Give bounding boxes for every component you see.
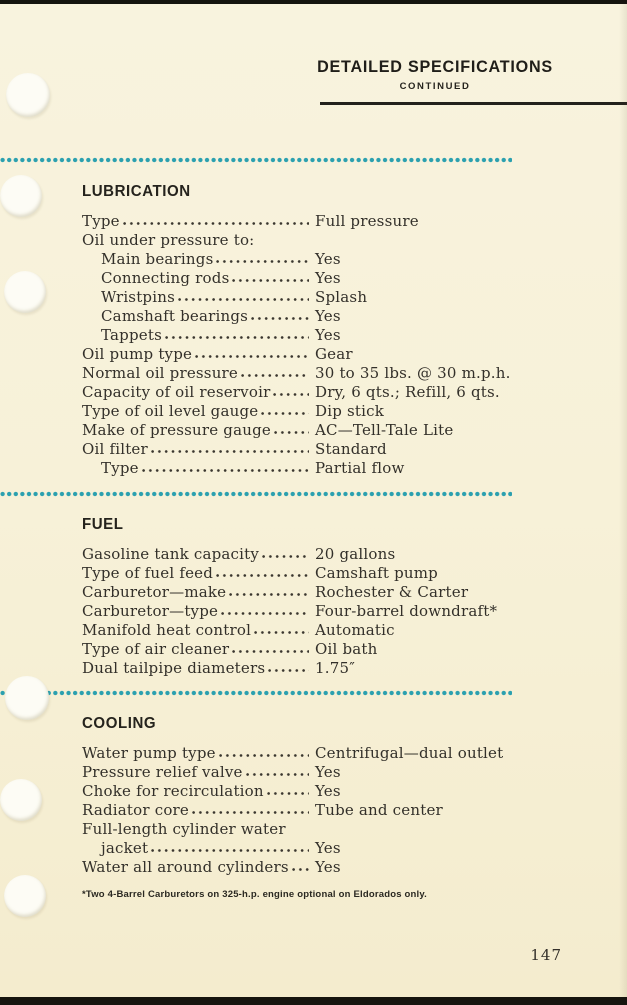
spec-value: Automatic <box>315 621 395 639</box>
leader-dots <box>274 430 309 435</box>
page-subtitle: CONTINUED <box>399 81 471 92</box>
spec-value: 1.75″ <box>315 659 356 677</box>
spec-value: Yes <box>315 763 341 781</box>
spec-label: Type <box>82 212 120 230</box>
spec-label: Oil under pressure to: <box>82 231 255 249</box>
scan-edge-bottom <box>0 997 627 1005</box>
leader-dots <box>192 810 309 815</box>
spec-value: Yes <box>315 250 341 268</box>
punch-hole <box>4 875 46 917</box>
spec-value: Standard <box>315 440 387 458</box>
header-rule <box>320 102 627 105</box>
spec-value: Yes <box>315 839 341 857</box>
spec-label: Type <box>101 459 139 477</box>
section-body <box>82 744 560 877</box>
spec-label: Wristpins <box>101 288 175 306</box>
spec-value: Tube and center <box>315 801 443 819</box>
leader-dots <box>261 411 309 416</box>
spec-value: Yes <box>315 269 341 287</box>
leader-dots <box>262 554 309 559</box>
spec-label: Type of air cleaner <box>82 640 230 658</box>
leader-dots <box>151 848 309 853</box>
leader-dots <box>216 573 309 578</box>
spec-row <box>82 640 560 659</box>
leader-dots <box>273 392 309 397</box>
spec-value: Camshaft pump <box>315 564 438 582</box>
leader-dots <box>151 449 309 454</box>
leader-dots <box>229 592 309 597</box>
page-title: DETAILED SPECIFICATIONS <box>317 57 553 76</box>
leader-dots <box>216 259 309 264</box>
spec-row <box>82 421 560 440</box>
spec-label: Pressure relief valve <box>82 763 243 781</box>
spec-row <box>82 269 560 288</box>
spec-label: Make of pressure gauge <box>82 421 271 439</box>
spec-value: AC—Tell-Tale Lite <box>315 421 454 439</box>
spec-value: Gear <box>315 345 353 363</box>
punch-hole <box>6 73 50 117</box>
spec-label: Oil filter <box>82 440 148 458</box>
spec-label: Connecting rods <box>101 269 230 287</box>
spec-row <box>82 839 560 858</box>
spec-label: Oil pump type <box>82 345 193 363</box>
leader-dots <box>219 753 309 758</box>
section-fuel <box>82 516 560 678</box>
section-body <box>82 545 560 678</box>
spec-row <box>82 345 560 364</box>
section-title: LUBRICATION <box>82 183 191 200</box>
spec-value: Oil bath <box>315 640 378 658</box>
leader-dots <box>254 630 309 635</box>
section-body <box>82 212 560 478</box>
spec-value: 20 gallons <box>315 545 396 563</box>
spec-value: Yes <box>315 326 341 344</box>
spec-label: Type of fuel feed <box>82 564 214 582</box>
spec-row <box>82 231 560 250</box>
section-title: COOLING <box>82 715 157 732</box>
spec-row <box>82 326 560 345</box>
leader-dots <box>232 649 309 654</box>
spec-label: jacket <box>101 839 149 857</box>
spec-row <box>82 858 560 877</box>
spec-value: Dry, 6 qts.; Refill, 6 qts. <box>315 383 500 401</box>
scan-edge-top <box>0 0 627 4</box>
section-divider <box>0 690 512 696</box>
spec-row <box>82 364 560 383</box>
spec-value: Four-barrel downdraft* <box>315 602 498 620</box>
leader-dots <box>246 772 309 777</box>
spec-row <box>82 820 560 839</box>
spec-label: Water all around cylinders <box>82 858 289 876</box>
spec-label: Dual tailpipe diameters <box>82 659 266 677</box>
punch-hole <box>4 271 46 313</box>
section-title: FUEL <box>82 516 124 533</box>
spec-label: Gasoline tank capacity <box>82 545 260 563</box>
spec-row <box>82 621 560 640</box>
spec-label: Water pump type <box>82 744 216 762</box>
section-divider <box>0 157 512 163</box>
punch-hole <box>5 676 49 720</box>
spec-row <box>82 383 560 402</box>
spec-row <box>82 564 560 583</box>
page-number: 147 <box>530 946 562 964</box>
page-header <box>240 57 627 92</box>
spec-row <box>82 782 560 801</box>
spec-row <box>82 250 560 269</box>
spec-value: Rochester & Carter <box>315 583 469 601</box>
spec-label: Carburetor—make <box>82 583 227 601</box>
section-divider <box>0 491 512 497</box>
spec-label: Main bearings <box>101 250 214 268</box>
spec-row <box>82 744 560 763</box>
leader-dots <box>292 867 309 872</box>
leader-dots <box>232 278 309 283</box>
spec-row <box>82 307 560 326</box>
spec-value: Dip stick <box>315 402 385 420</box>
spec-label: Choke for recirculation <box>82 782 264 800</box>
spec-label: Manifold heat control <box>82 621 252 639</box>
spec-label: Camshaft bearings <box>101 307 249 325</box>
spec-row <box>82 440 560 459</box>
spec-value: Yes <box>315 858 341 876</box>
spec-label: Capacity of oil reservoir <box>82 383 271 401</box>
spec-label: Normal oil pressure <box>82 364 239 382</box>
leader-dots <box>178 297 309 302</box>
spec-value: Partial flow <box>315 459 405 477</box>
spec-row <box>82 212 560 231</box>
spec-row <box>82 583 560 602</box>
section-cooling <box>82 715 560 877</box>
spec-row <box>82 288 560 307</box>
spec-label: Tappets <box>101 326 162 344</box>
spec-value: Centrifugal—dual outlet <box>315 744 504 762</box>
spec-value: Yes <box>315 307 341 325</box>
leader-dots <box>165 335 309 340</box>
leader-dots <box>267 791 309 796</box>
spec-row <box>82 402 560 421</box>
spec-row <box>82 801 560 820</box>
leader-dots <box>123 221 309 226</box>
leader-dots <box>241 373 309 378</box>
spec-label: Type of oil level gauge <box>82 402 259 420</box>
spec-row <box>82 763 560 782</box>
spec-value: Splash <box>315 288 368 306</box>
section-lubrication <box>82 183 560 478</box>
spec-row <box>82 459 560 478</box>
spec-row <box>82 545 560 564</box>
spec-label: Full-length cylinder water <box>82 820 286 838</box>
scan-edge-shade <box>619 0 627 1005</box>
leader-dots <box>251 316 309 321</box>
spec-label: Carburetor—type <box>82 602 219 620</box>
leader-dots <box>195 354 309 359</box>
spec-row <box>82 659 560 678</box>
spec-value: Full pressure <box>315 212 419 230</box>
leader-dots <box>268 668 309 673</box>
spec-label: Radiator core <box>82 801 189 819</box>
spec-value: 30 to 35 lbs. @ 30 m.p.h. <box>315 364 511 382</box>
spec-row <box>82 602 560 621</box>
spec-value: Yes <box>315 782 341 800</box>
footnote: *Two 4-Barrel Carburetors on 325-h.p. engine optional on Eldorados only. <box>82 889 428 900</box>
punch-hole <box>0 175 42 217</box>
punch-hole <box>0 779 42 821</box>
leader-dots <box>142 468 309 473</box>
leader-dots <box>221 611 309 616</box>
